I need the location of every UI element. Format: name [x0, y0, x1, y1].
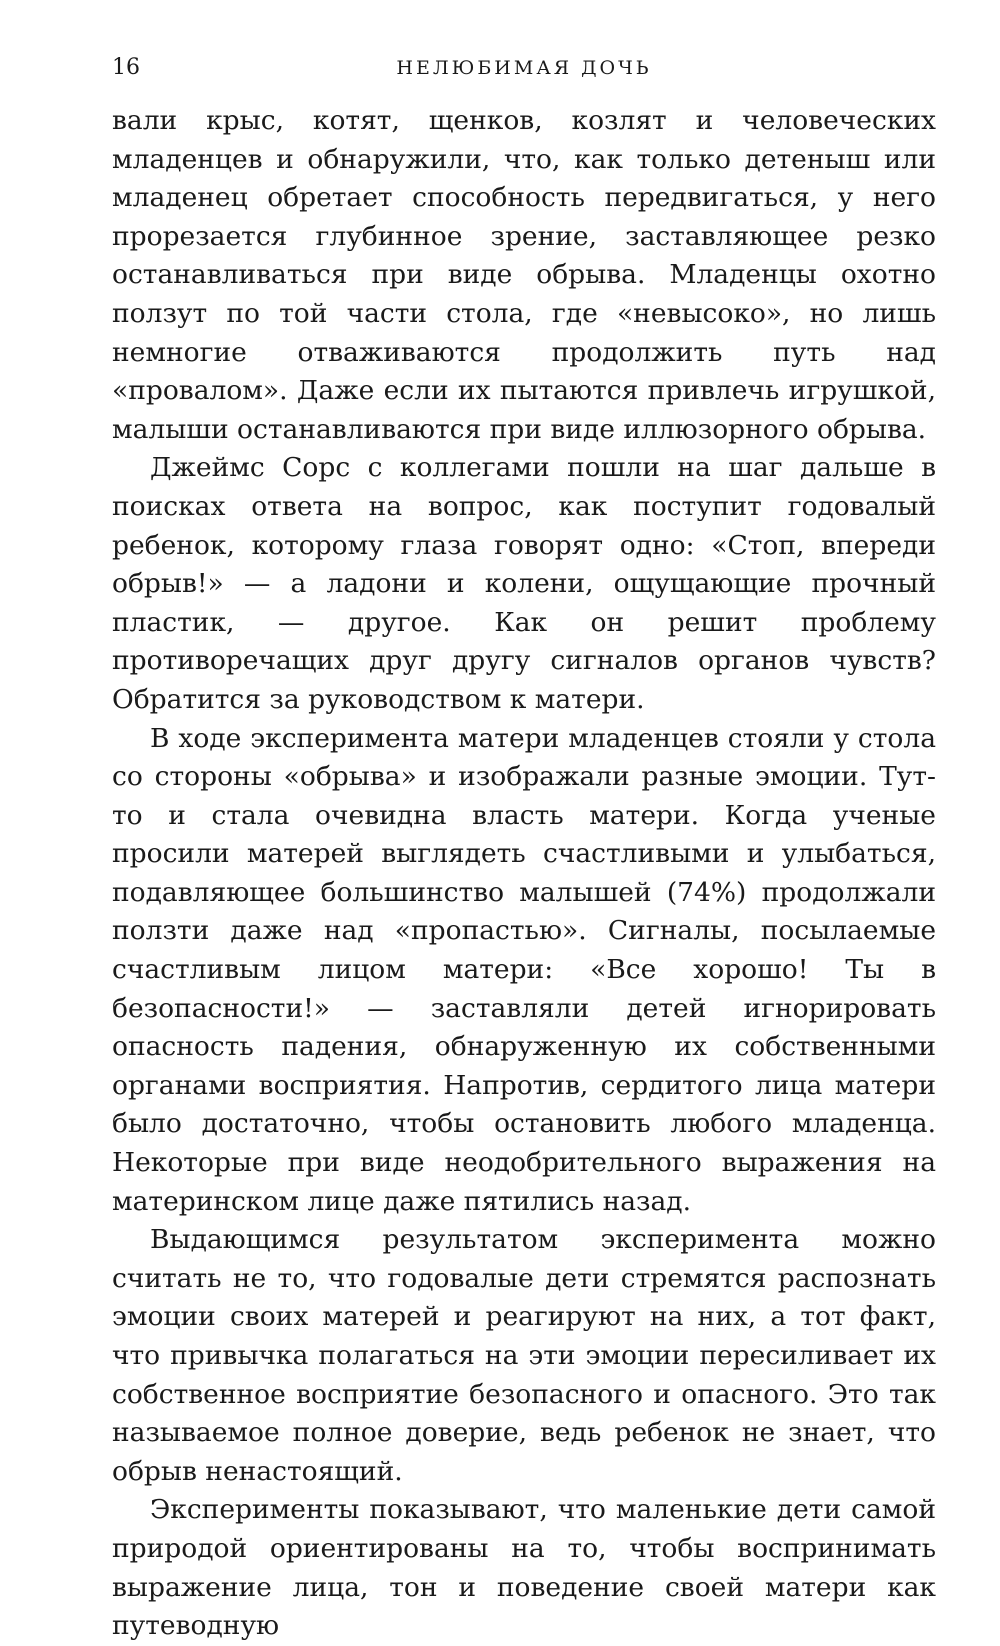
- paragraph-3: В ходе эксперимента матери младенцев стояли у стола со стороны «обрыва» и изображали разные эмоции. Тут-то и стала очевидна власть матери. Когда ученые просили матерей выглядеть счастливыми и улыбаться, подавляющее большинство малышей (74%) продолжали ползти даже над «пропастью». Сигналы, посылаемые счастливым лицом матери: «Все хорошо! Ты в безопасности!» — заставляли детей игнорировать опасность падения, обнаруженную их собственными органами восприятия. Напротив, сердитого лица матери было достаточно, чтобы остановить любого младенца. Некоторые при виде неодобрительного выражения на материнском лице даже пятились назад.: [112, 722, 936, 1217]
- running-head: [112, 52, 936, 84]
- body-text: [112, 102, 936, 1646]
- book-page: [112, 52, 936, 1646]
- page-number: 16: [112, 55, 140, 80]
- paragraph-4: Выдающимся результатом эксперимента можно считать не то, что годовалые дети стремятся распознать эмоции своих матерей и реагируют на них, а тот факт, что привычка полагаться на эти эмоции пересиливает их собственное восприятие безопасного и опасного. Это так называемое полное доверие, ведь ребенок не знает, что обрыв ненастоящий.: [112, 1224, 936, 1487]
- paragraph-5: Эксперименты показывают, что маленькие дети самой природой ориентированы на то, чтобы воспринимать выражение лица, тон и поведение своей матери как путеводную: [112, 1494, 936, 1642]
- paragraph-1: вали крыс, котят, щенков, козлят и человеческих младенцев и обнаружили, что, как только детеныш или младенец обретает способность передвигаться, у него прорезается глубинное зрение, заставляющее резко останавливаться при виде обрыва. Младенцы охотно ползут по той части стола, где «невысоко», но лишь немногие отваживаются продолжить путь над «провалом». Даже если их пытаются привлечь игрушкой, малыши останавливаются при виде иллюзорного обрыва.: [112, 105, 936, 445]
- book-title: НЕЛЮБИМАЯ ДОЧЬ: [396, 57, 652, 79]
- paragraph-2: Джеймс Сорс с коллегами пошли на шаг дальше в поисках ответа на вопрос, как поступит годовалый ребенок, которому глаза говорят одно: «Стоп, впереди обрыв!» — а ладони и колени, ощущающие прочный пластик, — другое. Как он решит проблему противоречащих друг другу сигналов органов чувств? Обратится за руководством к матери.: [112, 452, 936, 715]
